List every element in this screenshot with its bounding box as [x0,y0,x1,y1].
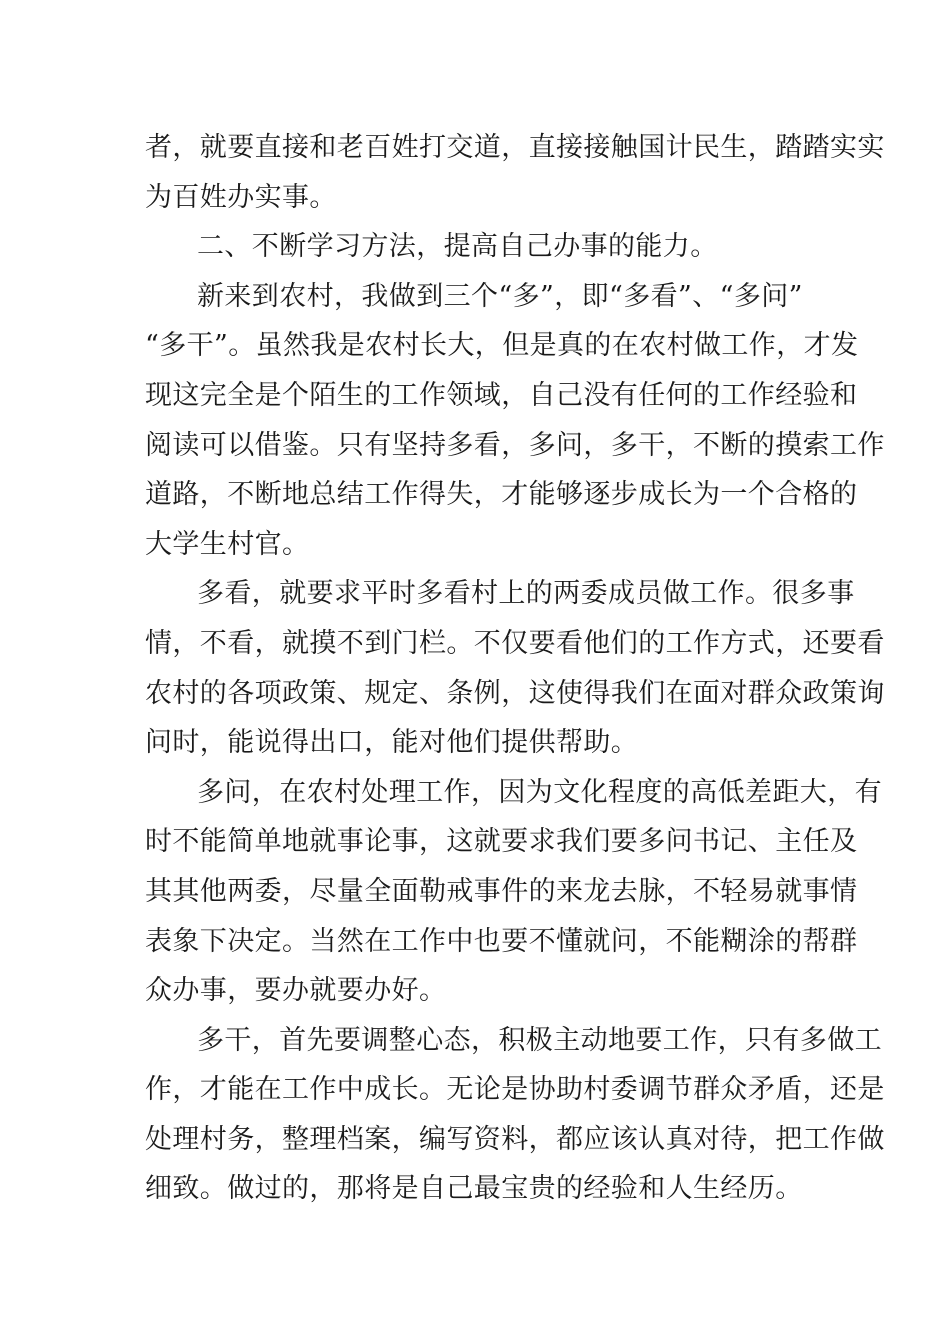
text-line: 情，不看，就摸不到门栏。不仅要看他们的工作方式，还要看 [145,627,885,659]
text-line: 其其他两委，尽量全面勒戒事件的来龙去脉，不轻易就事情 [145,875,858,907]
text-line: 新来到农村，我做到三个“多”，即“多看”、“多问” [197,280,803,312]
text-line: 多看，就要求平时多看村上的两委成员做工作。很多事 [197,578,855,610]
document-body [145,123,885,1214]
text-line: 细致。做过的，那将是自己最宝贵的经验和人生经历。 [145,1173,803,1205]
text-line: 问时，能说得出口，能对他们提供帮助。 [145,727,639,759]
text-line: 现这完全是个陌生的工作领域，自己没有任何的工作经验和 [145,379,858,411]
text-line: 者，就要直接和老百姓打交道，直接接触国计民生，踏踏实实 [145,132,885,163]
text-line: 农村的各项政策、规定、条例，这使得我们在面对群众政策询 [145,677,885,709]
section-heading: 二、不断学习方法，提高自己办事的能力。 [197,231,718,263]
text-line: 大学生村官。 [145,528,310,560]
text-line: “多干”。虽然我是农村长大，但是真的在农村做工作，才发 [145,330,859,362]
text-line: 多问，在农村处理工作，因为文化程度的高低差距大，有 [197,776,882,808]
text-line: 众办事，要办就要办好。 [145,975,447,1007]
text-line: 道路，不断地总结工作得失，才能够逐步成长为一个合格的 [145,479,858,511]
text-line: 为百姓办实事。 [145,181,337,213]
text-line: 阅读可以借鉴。只有坚持多看，多问，多干，不断的摸索工作 [145,429,885,461]
text-line: 表象下决定。当然在工作中也要不懂就问，不能糊涂的帮群 [145,925,858,957]
text-line: 作，才能在工作中成长。无论是协助村委调节群众矛盾，还是 [145,1074,885,1106]
text-line: 多干，首先要调整心态，积极主动地要工作，只有多做工 [197,1024,882,1056]
text-line: 时不能简单地就事论事，这就要求我们要多问书记、主任及 [145,826,858,858]
text-line: 处理村务，整理档案，编写资料，都应该认真对待，把工作做 [145,1123,885,1155]
